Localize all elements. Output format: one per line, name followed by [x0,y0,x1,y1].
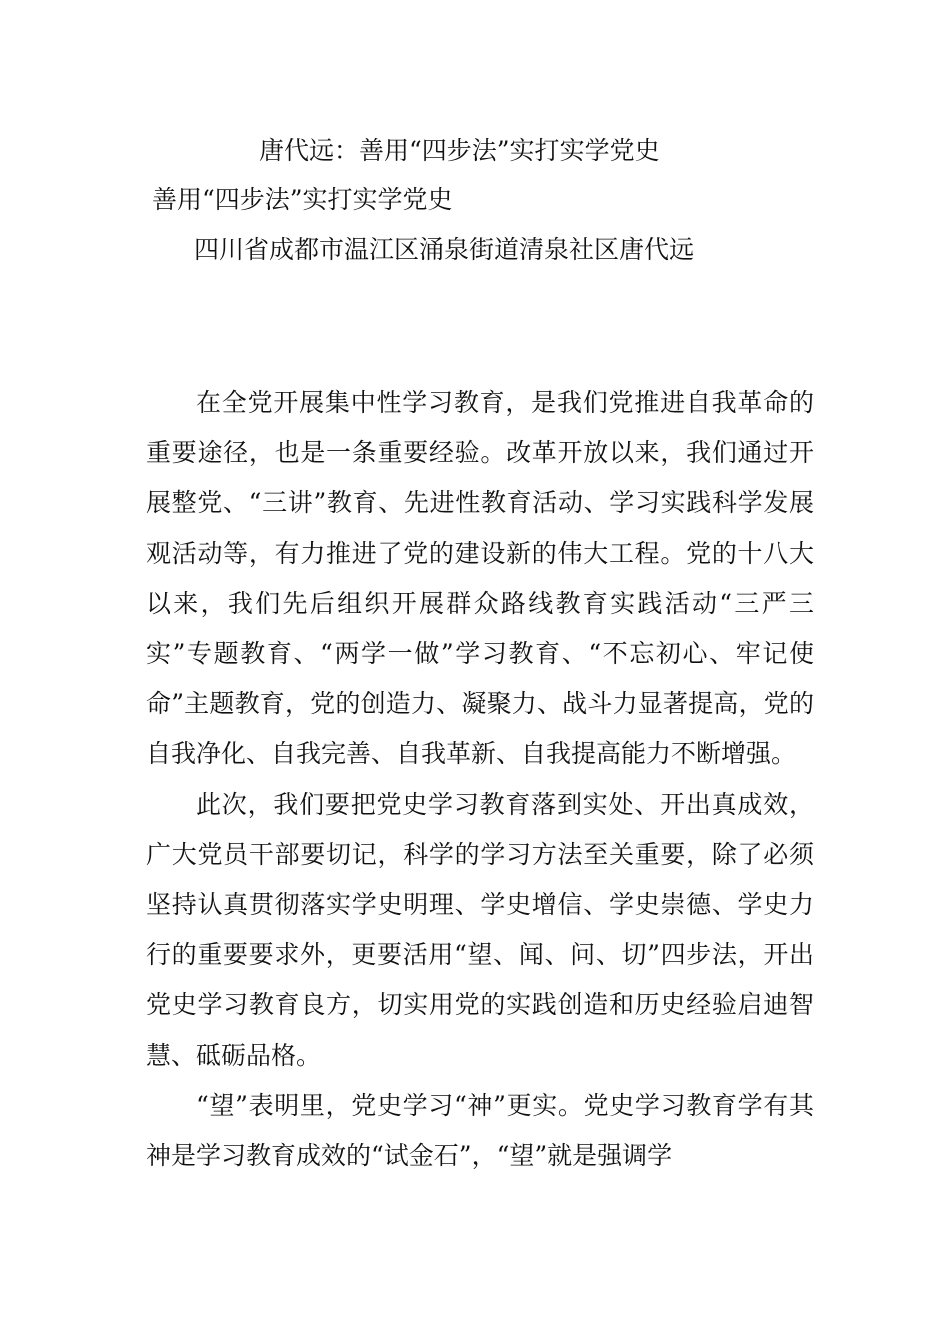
paragraph-1: 在全党开展集中性学习教育，是我们党推进自我革命的重要途径，也是一条重要经验。改革开放以来，我们通过开展整党、“三讲”教育、先进性教育活动、学习实践科学发展观活动等，有力推进了党的建设新的伟大工程。党的十八大以来，我们先后组织开展群众路线教育实践活动“三严三实”专题教育、“两学一做”学习教育、“不忘初心、牢记使命”主题教育，党的创造力、凝聚力、战斗力显著提高，党的自我净化、自我完善、自我革新、自我提高能力不断增强。 [146,388,814,769]
document-title: 唐代远：善用“四步法”实打实学党史 [259,136,660,165]
author-line: 四川省成都市温江区涌泉街道清泉社区唐代远 [194,235,695,264]
paragraph-2: 此次，我们要把党史学习教育落到实处、开出真成效，广大党员干部要切记，科学的学习方法至关重要，除了必须坚持认真贯彻落实学史明理、学史增信、学史崇德、学史力行的重要要求外，更要活用“望、闻、问、切”四步法，开出党史学习教育良方，切实用党的实践创造和历史经验启迪智慧、砥砺品格。 [146,789,814,1070]
paragraph-3: “望”表明里，党史学习“神”更实。党史学习教育学有其神是学习教育成效的“试金石”，“望”就是强调学 [146,1090,814,1171]
document-subtitle: 善用“四步法”实打实学党史 [152,185,453,214]
article-body [146,378,814,1181]
